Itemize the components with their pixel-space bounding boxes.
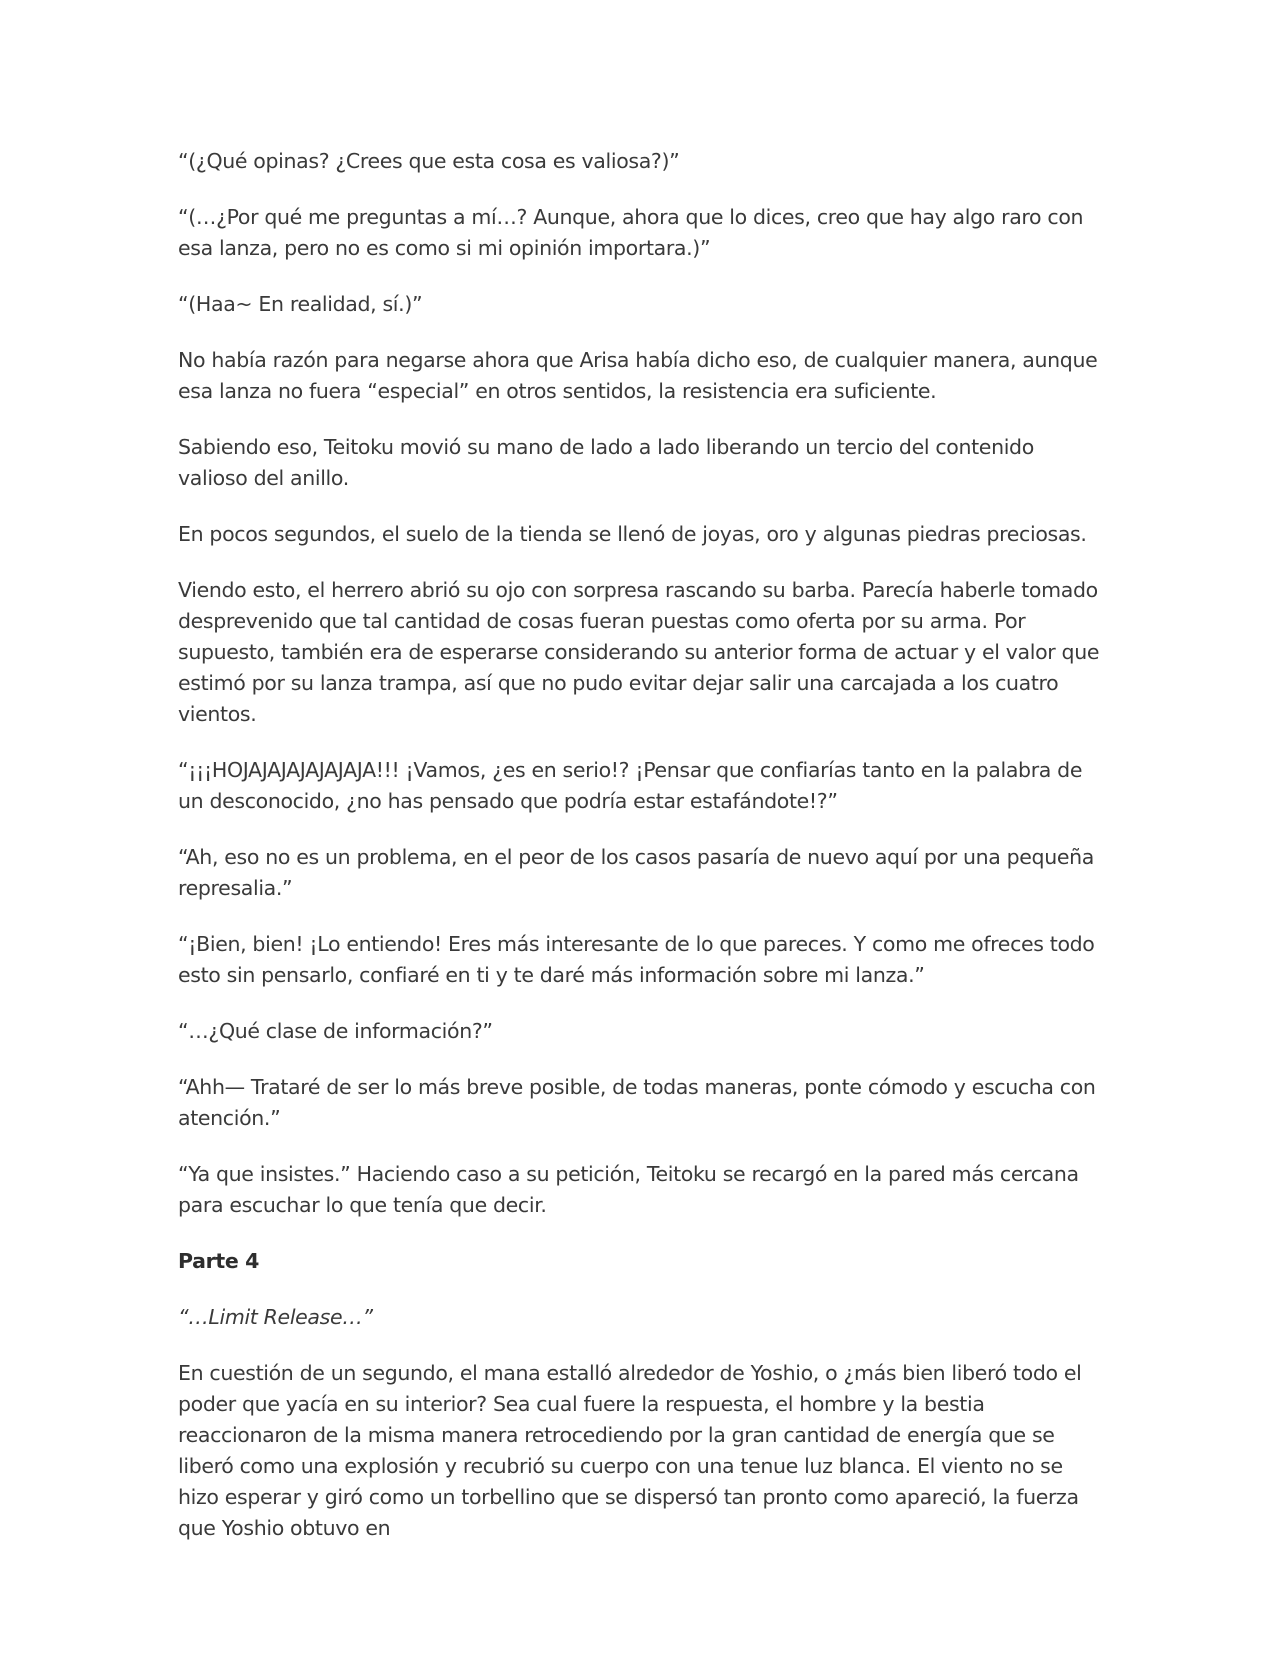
document-page	[178, 146, 1108, 1569]
paragraph: “Ah, eso no es un problema, en el peor de los casos pasaría de nuevo aquí por una pequeña represalia.”	[178, 845, 1094, 900]
paragraph: “…¿Qué clase de información?”	[178, 1019, 493, 1043]
section-heading: Parte 4	[178, 1249, 260, 1273]
paragraph: “Ya que insistes.” Haciendo caso a su petición, Teitoku se recargó en la pared más cercana para escuchar lo que tenía que decir.	[178, 1162, 1079, 1217]
paragraph: En cuestión de un segundo, el mana estalló alrededor de Yoshio, o ¿más bien liberó todo el poder que yacía en su interior? Sea cual fuere la respuesta, el hombre y la bestia reaccionaron de la misma manera retrocediendo por la gran cantidad de energía que se liberó como una explosión y recubrió su cuerpo con una tenue luz blanca. El viento no se hizo esperar y giró como un torbellino que se dispersó tan pronto como apareció, la fuerza que Yoshio obtuvo en	[178, 1361, 1082, 1540]
paragraph: En pocos segundos, el suelo de la tienda se llenó de joyas, oro y algunas piedras preciosas.	[178, 522, 1087, 546]
italic-paragraph: “…Limit Release…”	[178, 1305, 373, 1329]
paragraph: “(…¿Por qué me preguntas a mí…? Aunque, ahora que lo dices, creo que hay algo raro con esa lanza, pero no es como si mi opinión importara.)”	[178, 205, 1084, 260]
paragraph: “¡Bien, bien! ¡Lo entiendo! Eres más interesante de lo que pareces. Y como me ofreces todo esto sin pensarlo, confiaré en ti y te daré más información sobre mi lanza.”	[178, 932, 1095, 987]
paragraph: No había razón para negarse ahora que Arisa había dicho eso, de cualquier manera, aunque esa lanza no fuera “especial” en otros sentidos, la resistencia era suficiente.	[178, 348, 1098, 403]
paragraph: Viendo esto, el herrero abrió su ojo con sorpresa rascando su barba. Parecía haberle tomado desprevenido que tal cantidad de cosas fueran puestas como oferta por su arma. Por supuesto, también era de esperarse considerando su anterior forma de actuar y el valor que estimó por su lanza trampa, así que no pudo evitar dejar salir una carcajada a los cuatro vientos.	[178, 578, 1100, 726]
paragraph: “¡¡¡HOJAJAJAJAJAJAJA!!! ¡Vamos, ¿es en serio!? ¡Pensar que confiarías tanto en la palabra de un desconocido, ¿no has pensado que podría estar estafándote!?”	[178, 758, 1083, 813]
paragraph: “(¿Qué opinas? ¿Crees que esta cosa es valiosa?)”	[178, 149, 680, 173]
paragraph: “Ahh— Trataré de ser lo más breve posible, de todas maneras, ponte cómodo y escucha con atención.”	[178, 1075, 1096, 1130]
paragraph: “(Haa~ En realidad, sí.)”	[178, 292, 423, 316]
paragraph: Sabiendo eso, Teitoku movió su mano de lado a lado liberando un tercio del contenido valioso del anillo.	[178, 435, 1034, 490]
